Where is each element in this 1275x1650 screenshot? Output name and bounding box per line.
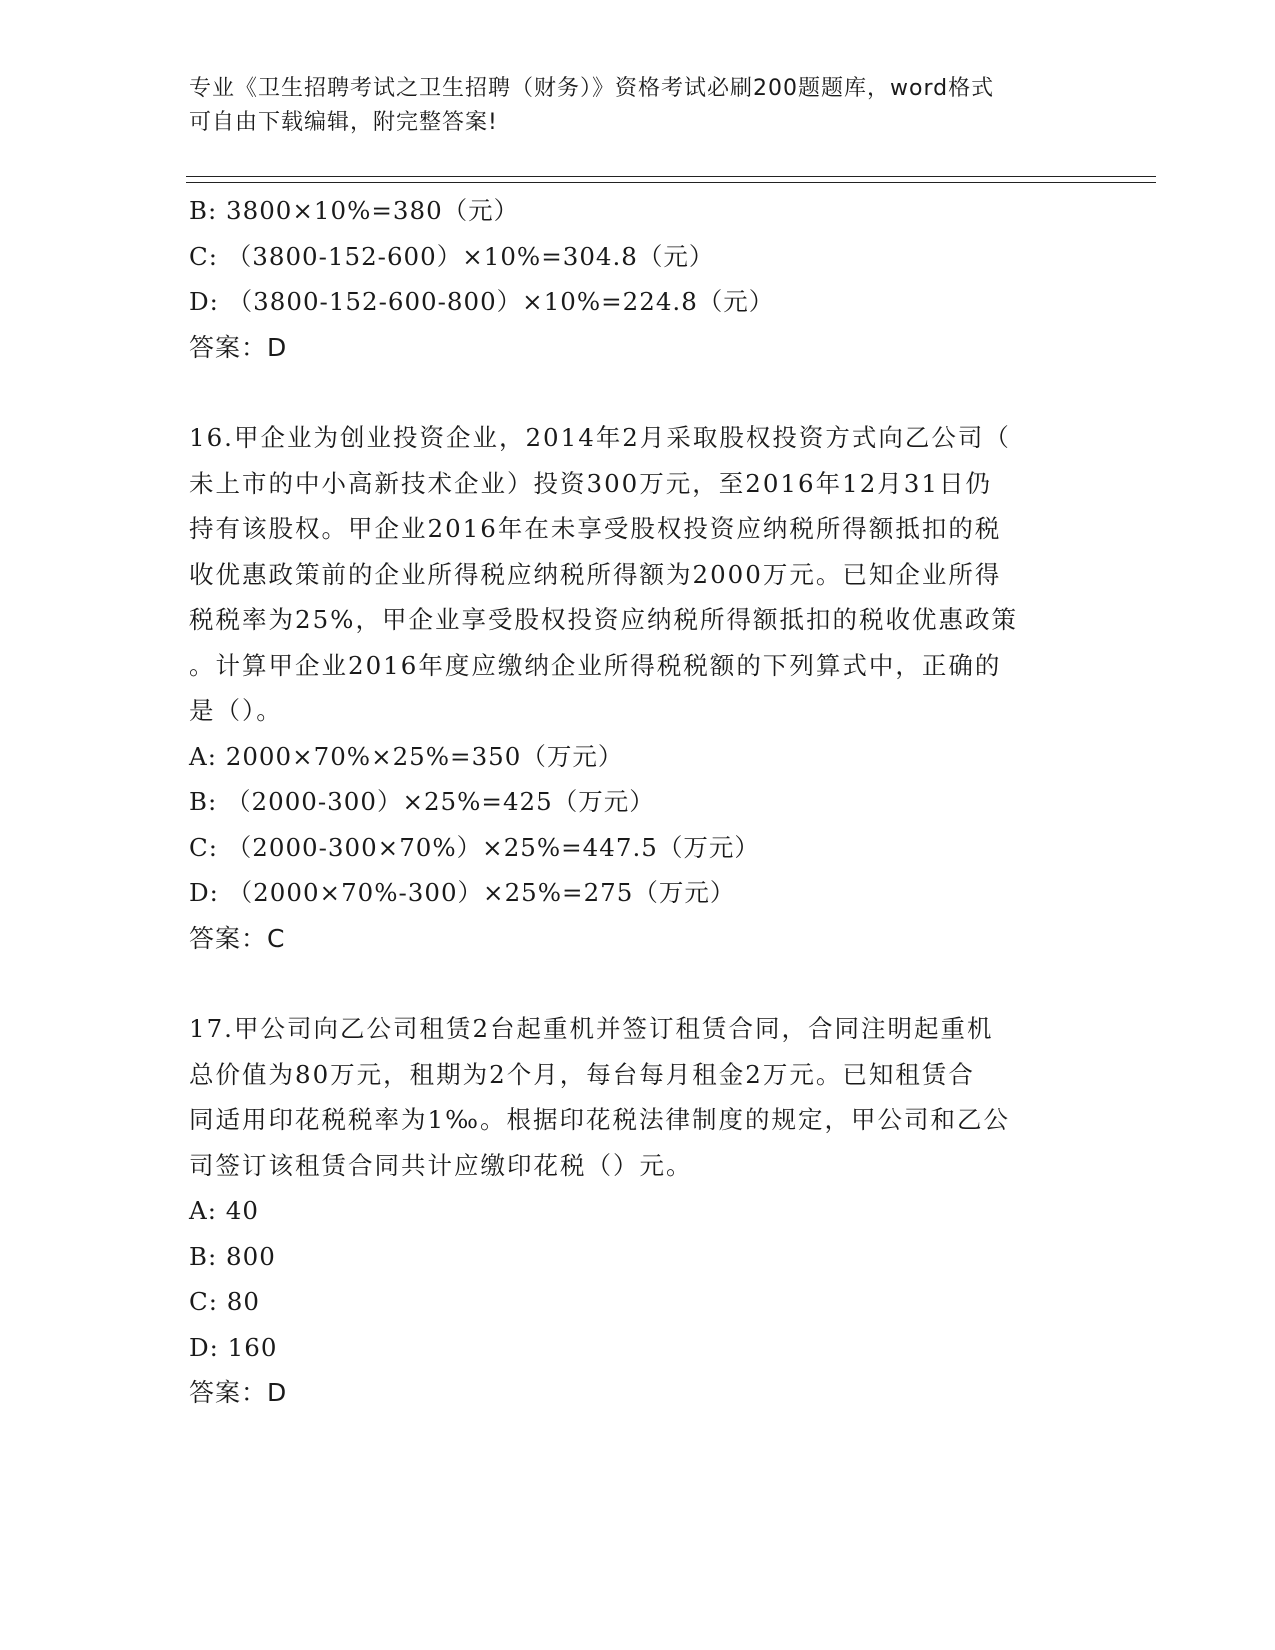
option-c: C: 80 xyxy=(189,1287,260,1316)
question-spacer xyxy=(189,961,1089,1006)
option-d: D: 160 xyxy=(189,1332,278,1362)
question-16 xyxy=(189,415,1089,961)
question-text-line: 是（）。 xyxy=(189,696,283,725)
question-15-tail xyxy=(189,188,1089,370)
answer-line: 答案：C xyxy=(189,923,286,953)
option-c: C: （3800-152-600）×10%=304.8（元） xyxy=(189,241,715,271)
question-spacer xyxy=(189,370,1089,415)
document-header xyxy=(189,72,1069,140)
header-title-line-2: 可自由下载编辑，附完整答案! xyxy=(189,110,498,135)
option-b: B: 800 xyxy=(189,1241,276,1271)
header-divider-thin xyxy=(186,182,1156,183)
option-d: D: （3800-152-600-800）×10%=224.8（元） xyxy=(189,287,775,316)
question-text-line: 司签订该租赁合同共计应缴印花税（）元。 xyxy=(189,1150,693,1180)
answer-line: 答案：D xyxy=(189,332,288,362)
question-content xyxy=(189,188,1089,1416)
option-b: B: 3800×10%=380（元） xyxy=(189,196,520,225)
option-d: D: （2000×70%-300）×25%=275（万元） xyxy=(189,878,736,907)
option-b: B: （2000-300）×25%=425（万元） xyxy=(189,787,655,816)
question-text-line: 总价值为80万元，租期为2个月，每台每月租金2万元。已知租赁合 xyxy=(189,1059,975,1089)
header-divider-thick xyxy=(186,176,1156,177)
question-text-line: 持有该股权。甲企业2016年在未享受股权投资应纳税所得额抵扣的税 xyxy=(189,514,1002,543)
question-text-line: 收优惠政策前的企业所得税应纳税所得额为2000万元。已知企业所得 xyxy=(189,559,1002,589)
question-text-line: 17.甲公司向乙公司租赁2台起重机并签订租赁合同，合同注明起重机 xyxy=(189,1014,994,1043)
answer-line: 答案：D xyxy=(189,1378,288,1407)
question-text-line: 16.甲企业为创业投资企业，2014年2月采取股权投资方式向乙公司（ xyxy=(189,423,1011,452)
question-text-line: 未上市的中小高新技术企业）投资300万元，至2016年12月31日仍 xyxy=(189,468,992,498)
question-17 xyxy=(189,1006,1089,1416)
question-text-line: 税税率为25%，甲企业享受股权投资应纳税所得额抵扣的税收优惠政策 xyxy=(189,605,1018,634)
header-title-line-1: 专业《卫生招聘考试之卫生招聘（财务）》资格考试必刷200题题库，word格式 xyxy=(189,76,995,101)
question-text-line: 同适用印花税税率为1‰。根据印花税法律制度的规定，甲公司和乙公 xyxy=(189,1105,1010,1134)
option-a: A: 40 xyxy=(189,1196,259,1225)
option-a: A: 2000×70%×25%=350（万元） xyxy=(189,741,624,771)
question-text-line: 。计算甲企业2016年度应缴纳企业所得税税额的下列算式中，正确的 xyxy=(189,650,1002,680)
option-c: C: （2000-300×70%）×25%=447.5（万元） xyxy=(189,832,760,862)
